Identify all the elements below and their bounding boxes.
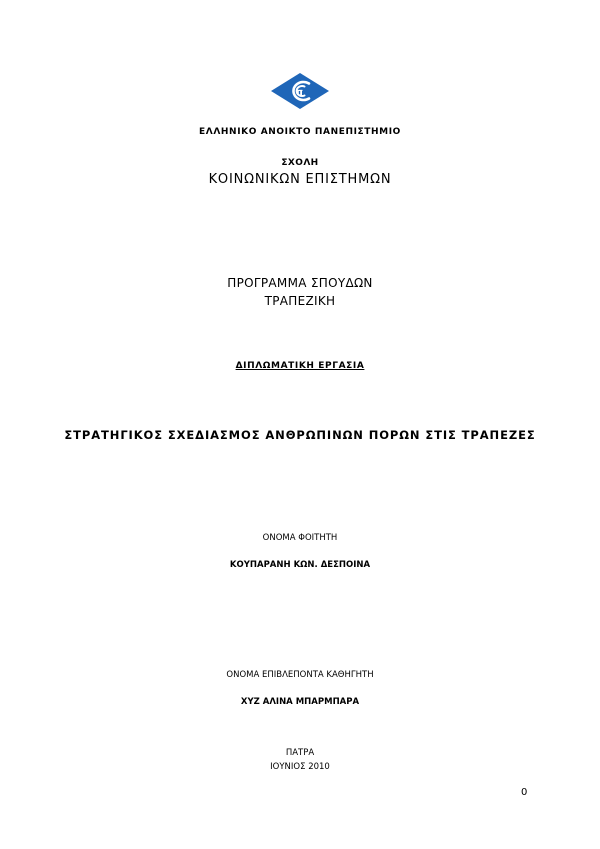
supervisor-name: ΧΥΖ ΑΛΙΝΑ ΜΠΑΡΜΠΑΡΑ	[240, 697, 360, 707]
school-name: ΚΟΙΝΩΝΙΚΩΝ ΕΠΙΣΤΗΜΩΝ	[208, 172, 392, 187]
supervisor-label: ΟΝΟΜΑ ΕΠΙΒΛΕΠΟΝΤΑ ΚΑΘΗΓΗΤΗ	[226, 670, 374, 680]
program-name: ΤΡΑΠΕΖΙΚΗ	[264, 294, 336, 308]
page-number: 0	[521, 787, 528, 798]
thesis-title: ΣΤΡΑΤΗΓΙΚΟΣ ΣΧΕΔΙΑΣΜΟΣ ΑΝΘΡΩΠΙΝΩΝ ΠΟΡΩΝ ΣΤΙΣ ΤΡΑΠΕΖΕΣ	[64, 428, 536, 442]
document-type: ΔΙΠΛΩΜΑΤΙΚΗ ΕΡΓΑΣΙΑ	[235, 361, 365, 371]
place: ΠΑΤΡΑ	[285, 748, 315, 758]
eap-logo-icon	[270, 72, 330, 110]
student-name: ΚΟΥΠΑΡΑΝΗ ΚΩΝ. ΔΕΣΠΟΙΝΑ	[229, 560, 371, 570]
program-label: ΠΡΟΓΡΑΜΜΑ ΣΠΟΥΔΩΝ	[227, 276, 373, 290]
university-name: ΕΛΛΗΝΙΚΟ ΑΝΟΙΚΤΟ ΠΑΝΕΠΙΣΤΗΜΙΟ	[199, 127, 401, 137]
school-label: ΣΧΟΛΗ	[281, 158, 319, 168]
student-label: ΟΝΟΜΑ ΦΟΙΤΗΤΗ	[262, 533, 338, 543]
date: ΙΟΥΝΙΟΣ 2010	[270, 762, 330, 772]
